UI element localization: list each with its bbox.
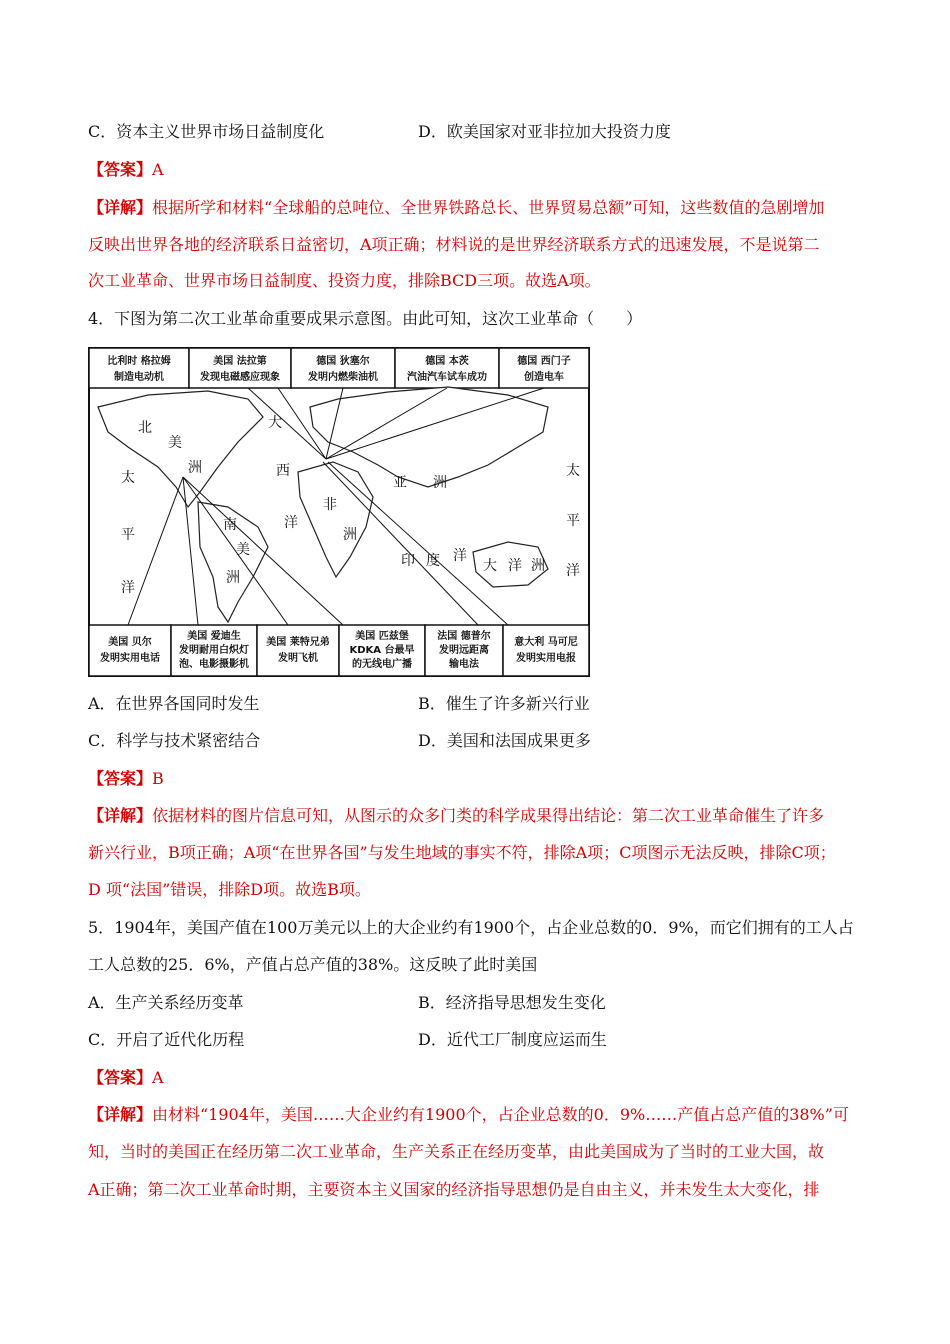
q4-option-c: C．科学与技术紧密结合 bbox=[88, 731, 261, 750]
label-da2: 大 bbox=[483, 558, 497, 574]
label-da: 大 bbox=[268, 415, 282, 431]
q3-detail-line3: 次工业革命、世界市场日益制度、投资力度，排除BCD三项。故选A项。 bbox=[88, 271, 601, 290]
bottom-box-6-line2: 发明实用电报 bbox=[516, 653, 576, 664]
q3-detail-text1: 根据所学和材料“全球船的总吨位、全世界铁路总长、世界贸易总额”可知，这些数值的急剧增加 bbox=[152, 198, 825, 217]
q5-stem-line2: 工人总数的25．6%，产值占总产值的38%。这反映了此时美国 bbox=[88, 955, 538, 974]
bottom-box-2-line2: 发明耐用白炽灯 bbox=[179, 645, 249, 656]
q5-detail-line2: 知，当时的美国正在经历第二次工业革命，生产关系正在经历变革，由此美国成为了当时的工业大国，故 bbox=[88, 1142, 825, 1161]
q3-option-d: D．欧美国家对亚非拉加大投资力度 bbox=[418, 122, 671, 141]
label-yang: 洋 bbox=[121, 580, 135, 596]
label-bei: 北 bbox=[138, 420, 152, 436]
label-fei: 非 bbox=[323, 497, 337, 513]
label-xi: 西 bbox=[276, 463, 290, 479]
bottom-box-1 bbox=[89, 625, 171, 676]
q4-detail-line1 bbox=[88, 806, 824, 826]
q4-detail-text1: 依据材料的图片信息可知，从图示的众多门类的科学成果得出结论：第二次工业革命催生了许多 bbox=[152, 806, 825, 825]
bottom-box-3-line2: 发明飞机 bbox=[278, 653, 318, 664]
q5-option-b: B．经济指导思想发生变化 bbox=[418, 993, 606, 1012]
q4-option-a: A．在世界各国同时发生 bbox=[88, 694, 260, 713]
label-zhou5: 洲 bbox=[531, 558, 545, 574]
top-box-2-line1: 美国 法拉第 bbox=[213, 356, 267, 367]
bottom-box-6-line1: 意大利 马可尼 bbox=[514, 637, 578, 648]
q5-detail-text1: 由材料“1904年，美国……大企业约有1900个，占企业总数的0．9%……产值占总产值的38%”可 bbox=[152, 1105, 849, 1124]
q5-detail-line3: A正确；第二次工业革命时期，主要资本主义国家的经济指导思想仍是自由主义，并未发生太大变化，排 bbox=[88, 1180, 820, 1199]
label-nan: 南 bbox=[223, 517, 237, 533]
q3-option-c: C．资本主义世界市场日益制度化 bbox=[88, 122, 325, 141]
q4-option-b: B．催生了许多新兴行业 bbox=[418, 694, 590, 713]
q4-answer-label: 【答案】 bbox=[88, 769, 153, 788]
label-zhou4: 洲 bbox=[433, 475, 447, 491]
q3-detail-line1 bbox=[88, 198, 824, 218]
label-yang4: 洋 bbox=[508, 558, 522, 574]
bottom-box-2-line1: 美国 爱迪生 bbox=[187, 631, 241, 642]
label-zhou: 洲 bbox=[188, 460, 202, 476]
label-ping: 平 bbox=[121, 527, 135, 543]
label-tai: 太 bbox=[121, 470, 135, 486]
label-ping2: 平 bbox=[566, 513, 580, 529]
bottom-box-1-line2: 发明实用电话 bbox=[100, 653, 160, 664]
label-mei2: 美 bbox=[236, 542, 250, 558]
q3-answer-label: 【答案】 bbox=[88, 160, 153, 179]
bottom-box-5-line3: 输电法 bbox=[449, 659, 479, 670]
q5-option-a: A．生产关系经历变革 bbox=[88, 993, 244, 1012]
industrial-revolution-map bbox=[88, 347, 590, 677]
top-box-5-line1: 德国 西门子 bbox=[517, 356, 571, 367]
q4-detail-line3: D 项“法国”错误，排除D项。故选B项。 bbox=[88, 880, 371, 899]
label-mei: 美 bbox=[168, 435, 182, 451]
bottom-box-1-line1: 美国 贝尔 bbox=[108, 637, 152, 648]
bottom-boxes bbox=[89, 625, 589, 676]
q3-detail-line2: 反映出世界各地的经济联系日益密切，A项正确；材料说的是世界经济联系方式的迅速发展，不是说第二 bbox=[88, 235, 820, 254]
label-yang3: 洋 bbox=[453, 548, 467, 564]
q5-detail-label: 【详解】 bbox=[88, 1105, 153, 1124]
top-box-3-line1: 德国 狄塞尔 bbox=[316, 356, 370, 367]
label-yang5: 洋 bbox=[566, 563, 580, 579]
q4-detail-line2: 新兴行业，B项正确；A项“在世界各国”与发生地域的事实不符，排除A项；C项图示无法反映，排除C项； bbox=[88, 843, 836, 862]
label-ya: 亚 bbox=[393, 475, 407, 491]
top-box-2-line2: 发现电磁感应现象 bbox=[200, 372, 280, 383]
q4-stem: 4．下图为第二次工业革命重要成果示意图。由此可知，这次工业革命（ ） bbox=[88, 309, 643, 328]
q5-answer bbox=[88, 1068, 164, 1088]
label-zhou3: 洲 bbox=[226, 570, 240, 586]
bottom-box-3-line1: 美国 莱特兄弟 bbox=[266, 637, 330, 648]
q3-answer-value: A bbox=[152, 160, 164, 179]
bottom-box-4-line2: KDKA 台最早 bbox=[349, 645, 415, 656]
top-box-3-line2: 发明内燃柴油机 bbox=[308, 372, 378, 383]
q4-answer-value: B bbox=[152, 769, 164, 788]
bottom-box-5-line1: 法国 德普尔 bbox=[437, 631, 491, 642]
q4-detail-label: 【详解】 bbox=[88, 806, 153, 825]
q3-answer bbox=[88, 160, 164, 180]
bottom-box-5-line2: 发明远距离 bbox=[439, 645, 489, 656]
q5-option-c: C．开启了近代化历程 bbox=[88, 1030, 245, 1049]
q5-stem-line1: 5．1904年，美国产值在100万美元以上的大企业约有1900个，占企业总数的0．9%，而它们拥有的工人占 bbox=[88, 918, 854, 937]
bottom-box-2-line3: 泡、电影摄影机 bbox=[179, 659, 249, 670]
q5-option-d: D．近代工厂制度应运而生 bbox=[418, 1030, 607, 1049]
bottom-box-4-line1: 美国 匹兹堡 bbox=[355, 631, 409, 642]
label-yang2: 洋 bbox=[284, 515, 298, 531]
top-boxes bbox=[89, 348, 589, 388]
q3-detail-label: 【详解】 bbox=[88, 198, 153, 217]
q4-answer bbox=[88, 769, 164, 789]
label-du: 度 bbox=[426, 553, 440, 569]
top-box-1-line1: 比利时 格拉姆 bbox=[107, 356, 171, 367]
q5-answer-value: A bbox=[152, 1068, 164, 1087]
map-svg bbox=[88, 347, 590, 677]
label-tai2: 太 bbox=[566, 463, 580, 479]
q5-detail-line1 bbox=[88, 1105, 849, 1125]
q5-answer-label: 【答案】 bbox=[88, 1068, 153, 1087]
label-yin: 印 bbox=[401, 553, 415, 569]
bottom-box-3 bbox=[257, 625, 339, 676]
top-box-1-line2: 制造电动机 bbox=[114, 372, 164, 383]
top-box-5-line2: 创造电车 bbox=[524, 372, 564, 383]
label-zhou2: 洲 bbox=[343, 527, 357, 543]
bottom-box-4-line3: 的无线电广播 bbox=[352, 659, 412, 670]
top-box-4-line1: 德国 本茨 bbox=[425, 356, 469, 367]
q4-option-d: D．美国和法国成果更多 bbox=[418, 731, 591, 750]
top-box-4-line2: 汽油汽车试车成功 bbox=[407, 372, 487, 383]
bottom-box-6 bbox=[503, 625, 589, 676]
